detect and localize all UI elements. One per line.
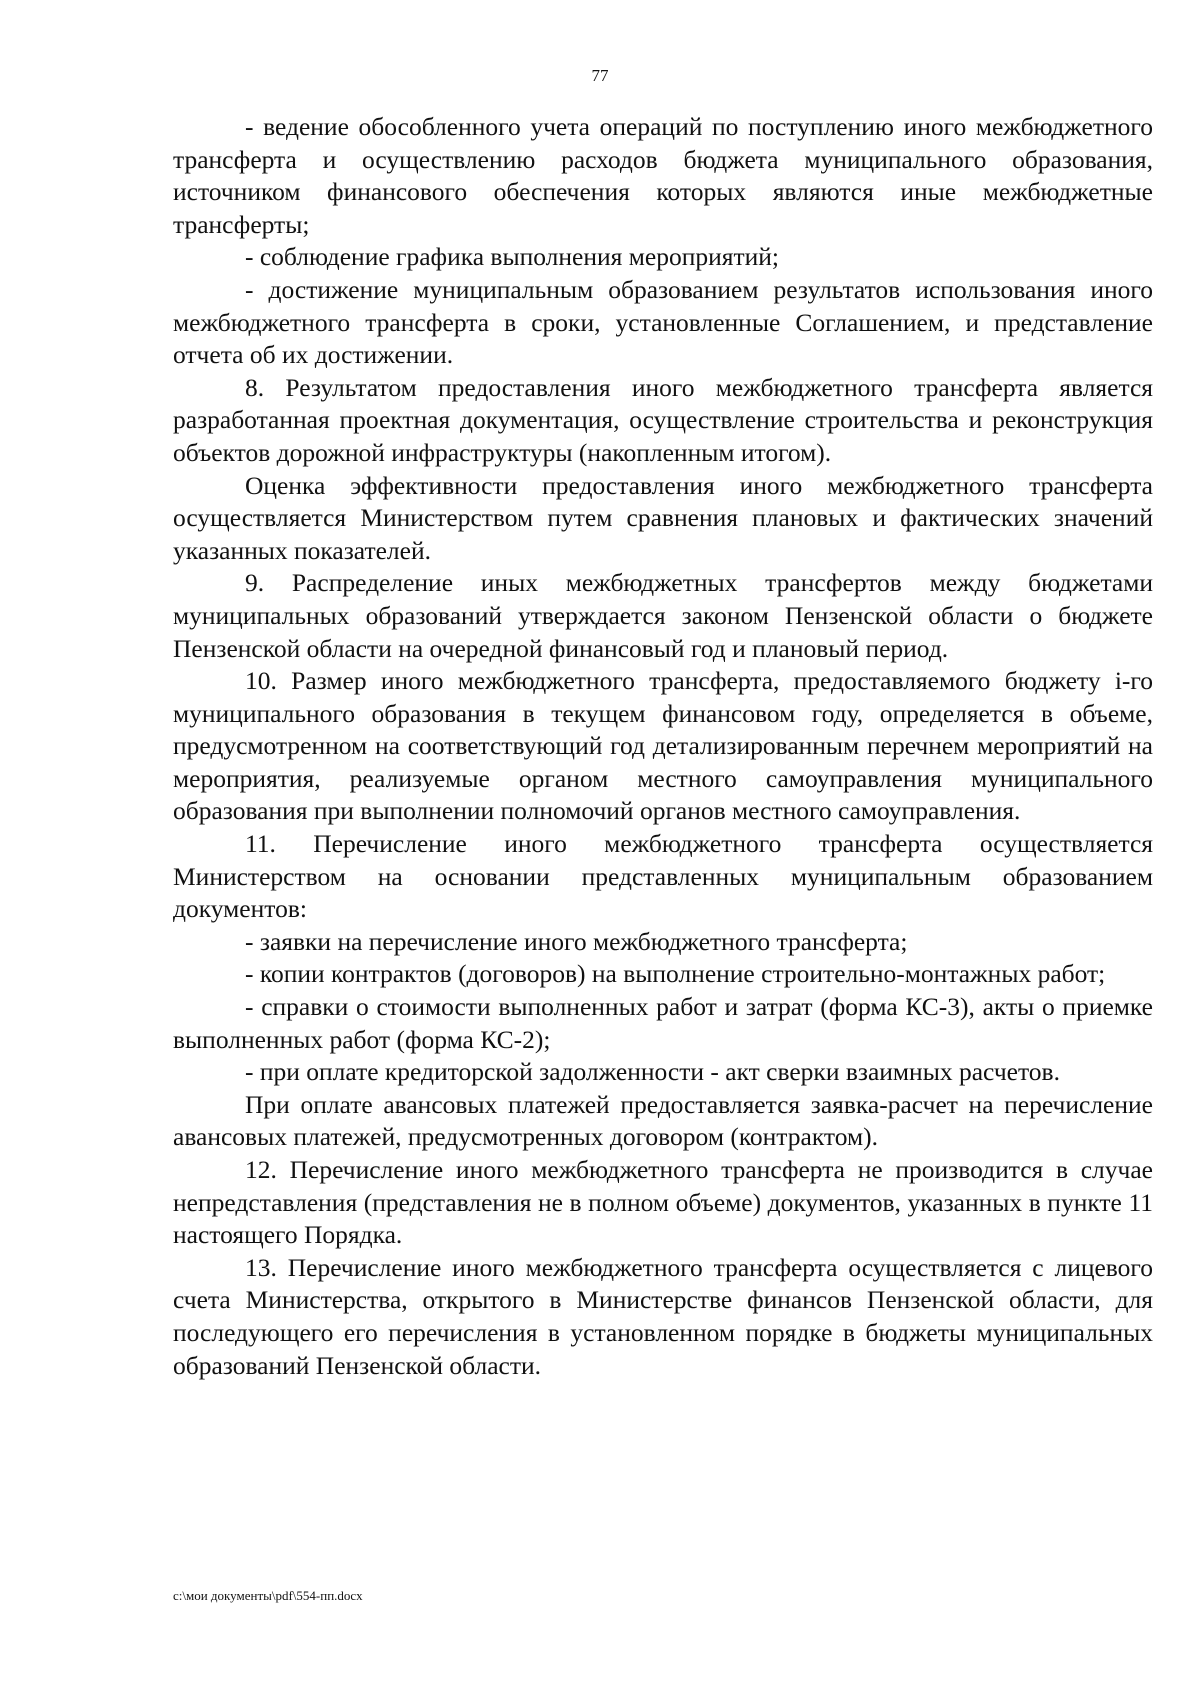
paragraph-transfer-request: - заявки на перечисление иного межбюджетного трансферта;	[245, 926, 908, 956]
paragraph-efficiency-evaluation: Оценка эффективности предоставления иного межбюджетного трансферта осуществляется Министерством путем сравнения плановых и фактических значений указанных показателей.	[173, 470, 1153, 565]
paragraph-item-9: 9. Распределение иных межбюджетных трансфертов между бюджетами муниципальных образований утверждается законом Пензенской области о бюджете Пензенской области на очередной финансовый год и плановый период.	[173, 568, 1153, 663]
paragraph-item-12: 12. Перечисление иного межбюджетного трансферта не производится в случае непредставления (представления не в полном объеме) документов, указанных в пункте 11 настоящего Порядка.	[173, 1155, 1153, 1250]
document-body	[173, 111, 1153, 1382]
paragraph-item-10: 10. Размер иного межбюджетного трансферта, предоставляемого бюджету i-го муниципального образования в текущем финансовом году, определяется в объеме, предусмотренном на соответствующий год детализированным перечнем мероприятий на мероприятия, реализуемые органом местного самоуправления муниципального образования при выполнении полномочий органов местного самоуправления.	[173, 666, 1153, 826]
paragraph-item-11: 11. Перечисление иного межбюджетного трансферта осуществляется Министерством на основании представленных муниципальным образованием документов:	[173, 829, 1153, 924]
paragraph-advance-payments: При оплате авансовых платежей предоставляется заявка-расчет на перечисление авансовых платежей, предусмотренных договором (контрактом).	[173, 1089, 1153, 1152]
paragraph-results-achievement: - достижение муниципальным образованием результатов использования иного межбюджетного трансферта в сроки, установленные Соглашением, и представление отчета об их достижении.	[173, 274, 1153, 370]
paragraph-separate-accounting: - ведение обособленного учета операций по поступлению иного межбюджетного трансферта и осуществлению расходов бюджета муниципального образования, источником финансового обеспечения которых являются иные межбюджетные трансферты;	[173, 112, 1153, 239]
paragraph-debt-reconciliation: - при оплате кредиторской задолженности - акт сверки взаимных расчетов.	[245, 1057, 1060, 1087]
paragraph-schedule-compliance: - соблюдение графика выполнения мероприятий;	[245, 242, 779, 272]
footer-file-path: c:\мои документы\pdf\554-пп.docx	[173, 1588, 363, 1603]
page-number: 77	[591, 66, 609, 85]
paragraph-cost-statements: - справки о стоимости выполненных работ и затрат (форма КС-3), акты о приемке выполненных работ (форма КС-2);	[173, 992, 1153, 1054]
paragraph-contract-copies: - копии контрактов (договоров) на выполнение строительно-монтажных работ;	[245, 959, 1106, 989]
paragraph-item-8: 8. Результатом предоставления иного межбюджетного трансферта является разработанная проектная документация, осуществление строительства и реконструкция объектов дорожной инфраструктуры (накопленным итогом).	[173, 372, 1153, 467]
paragraph-item-13: 13. Перечисление иного межбюджетного трансферта осуществляется с лицевого счета Министерства, открытого в Министерстве финансов Пензенской области, для последующего его перечисления в установленном порядке в бюджеты муниципальных образований Пензенской области.	[173, 1252, 1153, 1380]
